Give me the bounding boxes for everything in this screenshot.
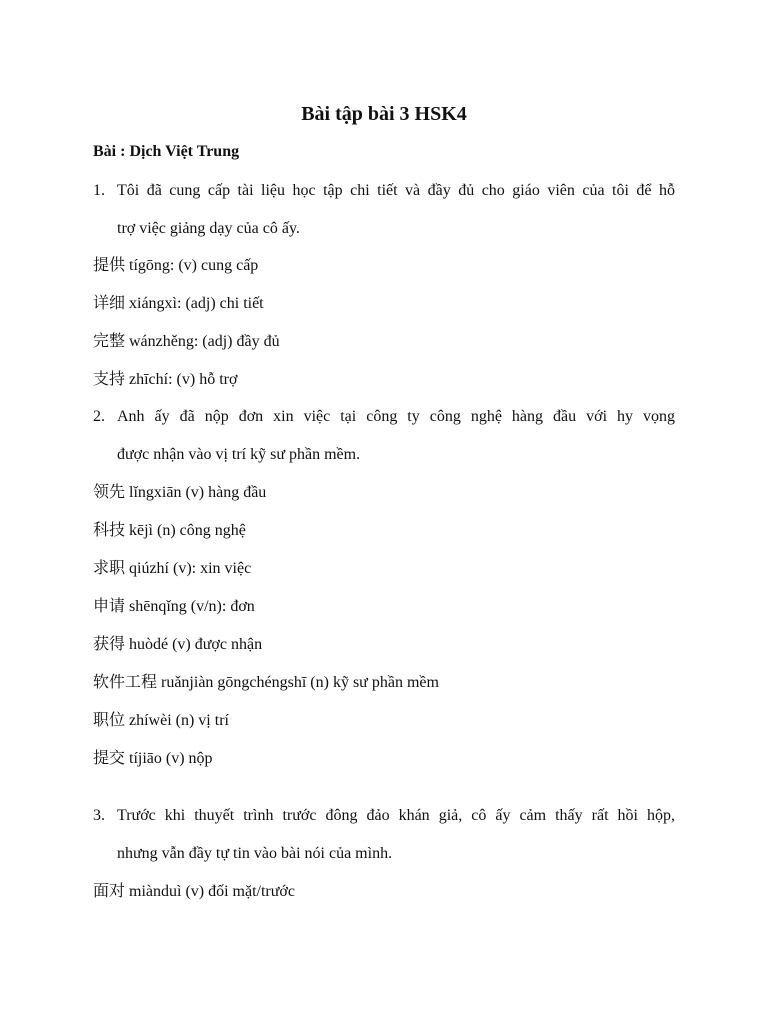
exercise-item-3 bbox=[93, 797, 675, 873]
exercise-item-2 bbox=[93, 398, 675, 474]
vocab-entry: 完整 wánzhěng: (adj) đầy đủ bbox=[93, 333, 280, 350]
vocab-entry: 申请 shēnqǐng (v/n): đơn bbox=[93, 598, 255, 615]
sentence-line-2: được nhận vào vị trí kỹ sư phần mềm. bbox=[117, 446, 361, 463]
vocab-entry: 提交 tíjiāo (v) nộp bbox=[93, 750, 213, 767]
vocab-entry: 支持 zhīchí: (v) hỗ trợ bbox=[93, 371, 238, 388]
vocab-entry: 详细 xiángxì: (adj) chi tiết bbox=[93, 295, 264, 312]
item-number: 2. bbox=[93, 408, 105, 425]
item-number: 1. bbox=[93, 182, 105, 199]
vocab-entry: 领先 lǐngxiān (v) hàng đầu bbox=[93, 484, 267, 501]
section-heading: Bài : Dịch Việt Trung bbox=[93, 143, 240, 160]
sentence-line-1: Trước khi thuyết trình trước đông đảo khán giả, cô ấy cảm thấy rất hồi hộp, bbox=[117, 807, 675, 824]
vocab-entry: 软件工程 ruǎnjiàn gōngchéngshī (n) kỹ sư phần mềm bbox=[93, 674, 439, 691]
vocab-entry: 获得 huòdé (v) được nhận bbox=[93, 636, 263, 653]
vocab-entry: 提供 tígōng: (v) cung cấp bbox=[93, 257, 259, 274]
vocab-entry: 科技 kējì (n) công nghệ bbox=[93, 522, 246, 539]
exercise-item-1 bbox=[93, 172, 675, 248]
page-title: Bài tập bài 3 HSK4 bbox=[301, 103, 467, 125]
sentence-line-1: Tôi đã cung cấp tài liệu học tập chi tiết và đầy đủ cho giáo viên của tôi để hỗ bbox=[117, 182, 675, 199]
sentence-line-1: Anh ấy đã nộp đơn xin việc tại công ty công nghệ hàng đầu với hy vọng bbox=[117, 408, 675, 425]
vocab-entry: 面对 miànduì (v) đối mặt/trước bbox=[93, 883, 295, 900]
sentence-line-2: nhưng vẫn đầy tự tin vào bài nói của mình. bbox=[117, 845, 393, 862]
vocab-entry: 求职 qiúzhí (v): xin việc bbox=[93, 560, 252, 577]
sentence-line-2: trợ việc giảng dạy của cô ấy. bbox=[117, 220, 300, 237]
vocab-entry: 职位 zhíwèi (n) vị trí bbox=[93, 712, 229, 729]
item-number: 3. bbox=[93, 807, 105, 824]
